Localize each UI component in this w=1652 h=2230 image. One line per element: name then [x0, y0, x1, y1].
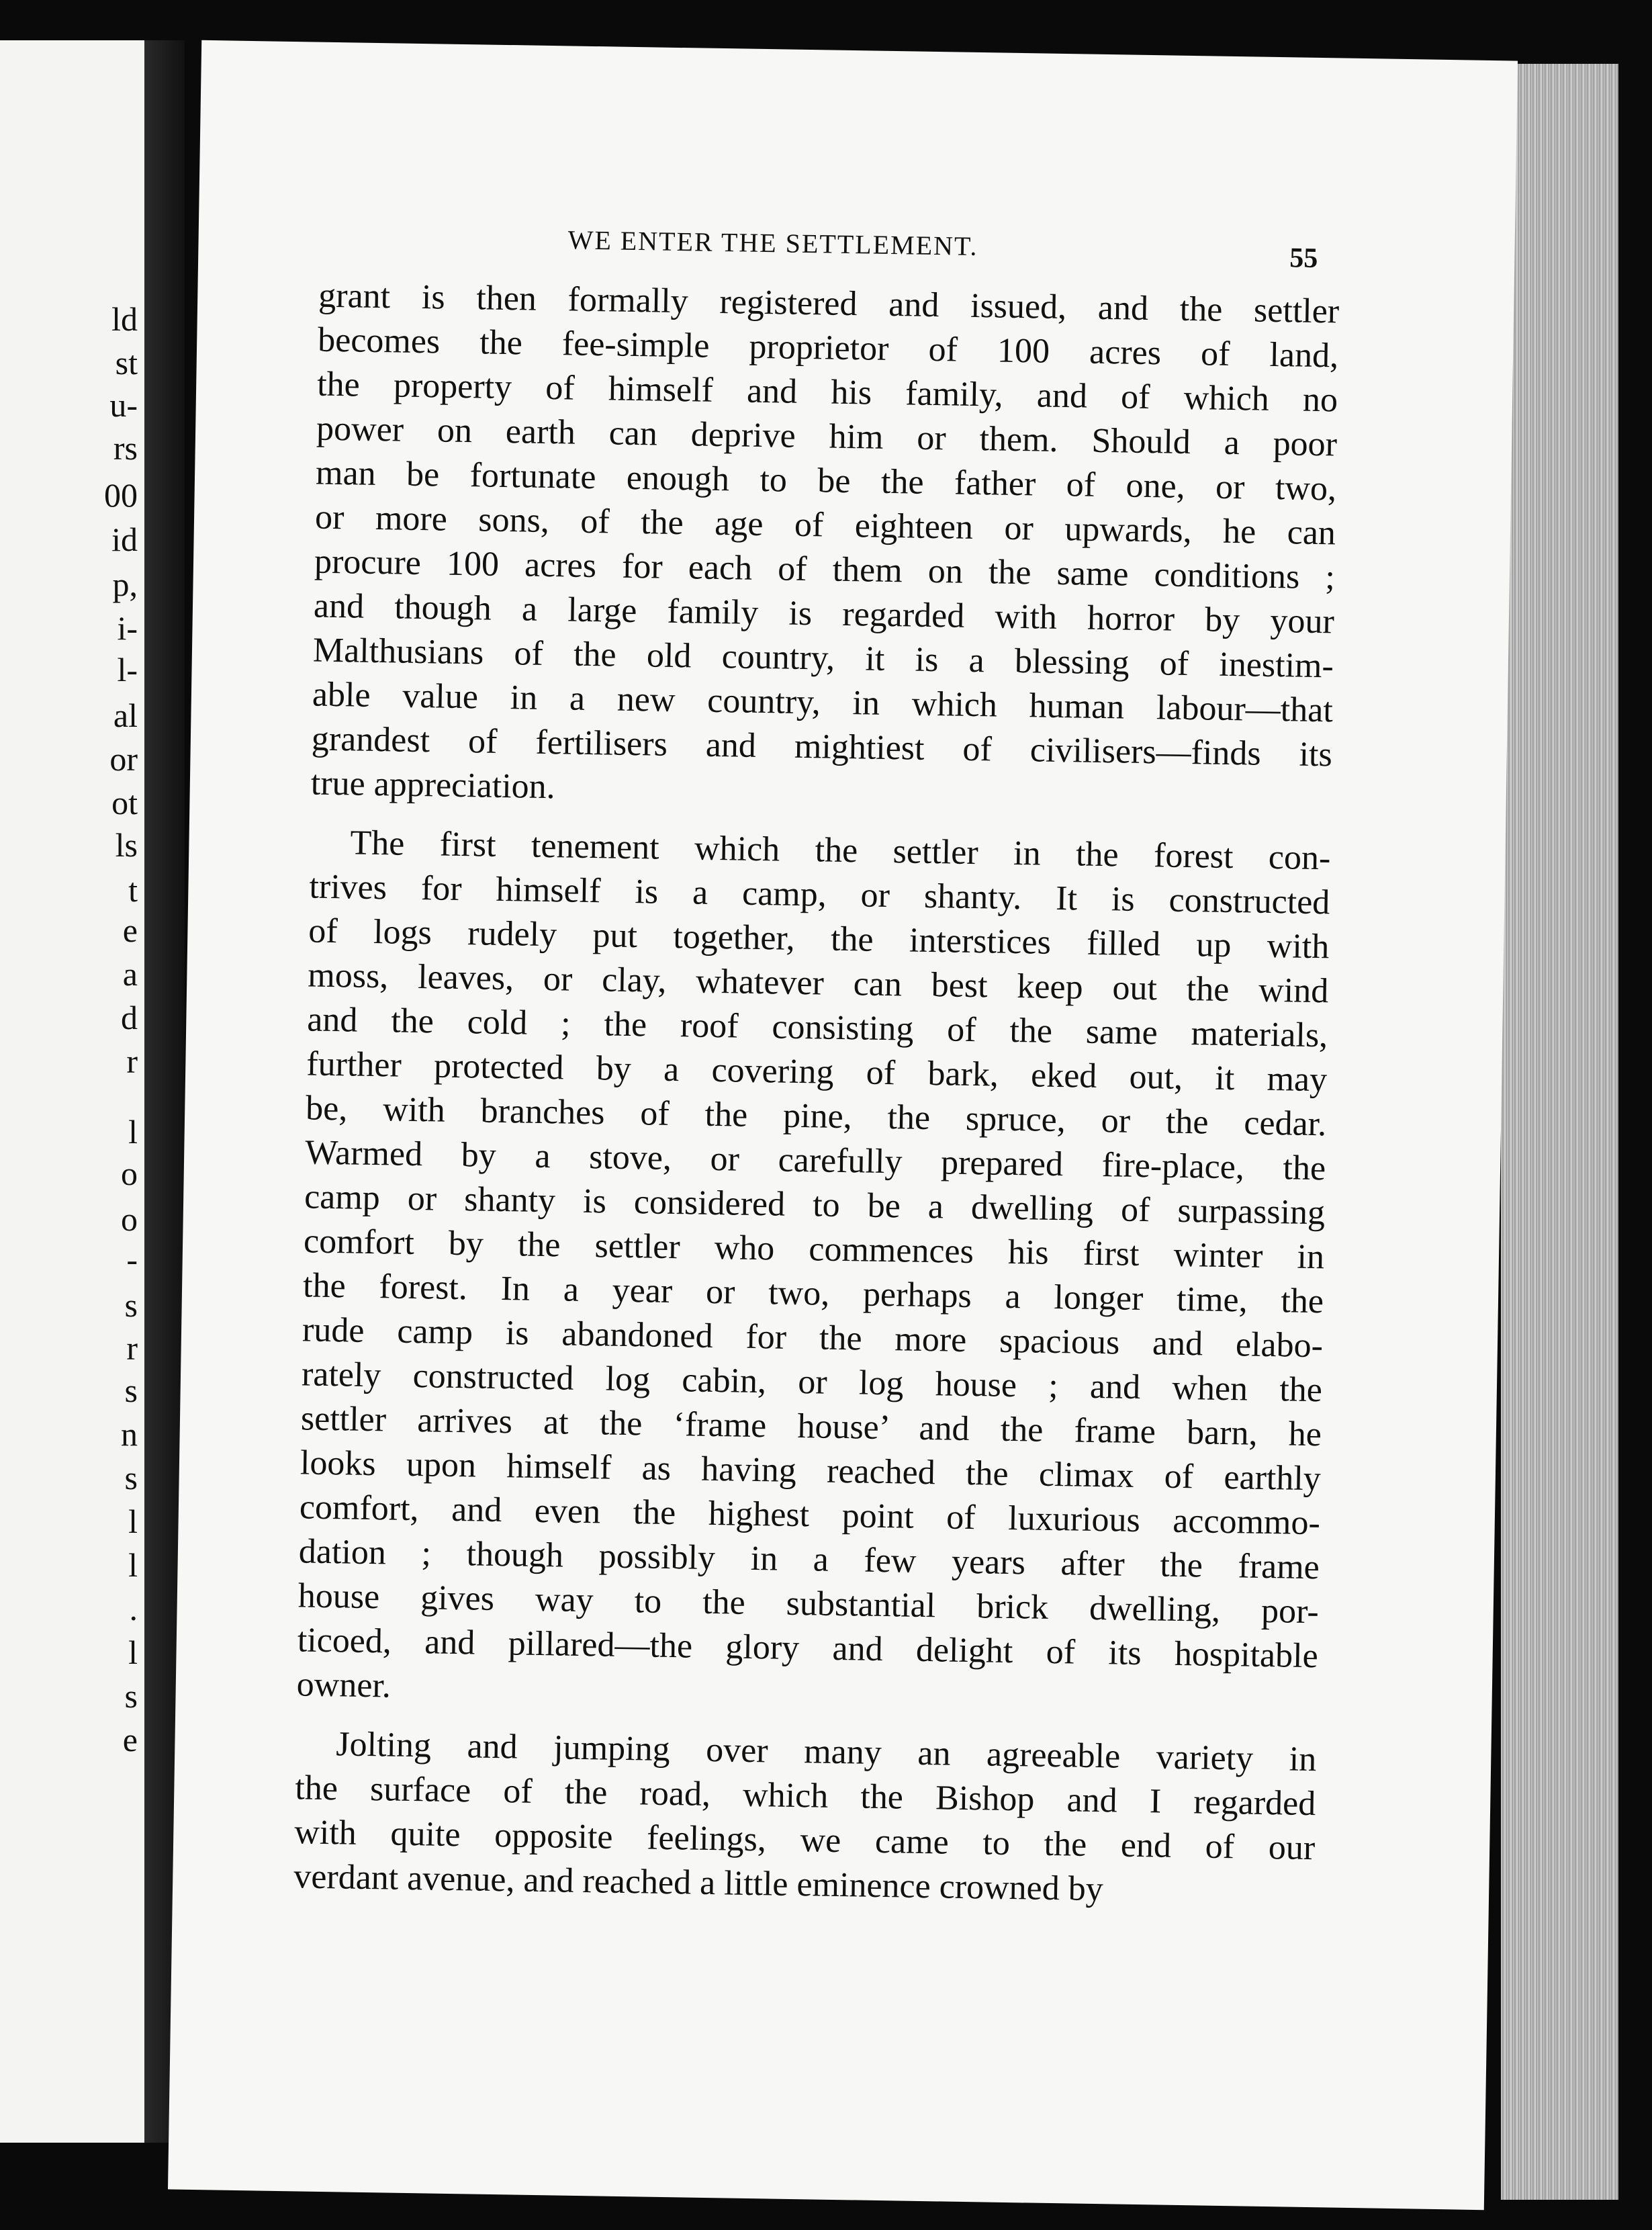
left-page-fragment: ot [111, 784, 138, 821]
text-line: settler arrives at the ‘frame house’ and the frame barn, he [300, 1399, 1322, 1454]
text-line: owner. [296, 1665, 392, 1705]
left-page-fragment: l [128, 1503, 138, 1540]
left-page-fragment: - [126, 1241, 138, 1278]
left-page-fragment: r [126, 1329, 138, 1367]
left-page-fragment: al [113, 697, 138, 734]
text-line: grant is then formally registered and issued, and the settler [318, 276, 1340, 331]
text-line: comfort by the settler who commences his first winter in [303, 1222, 1325, 1277]
page-header [198, 218, 1515, 279]
text-line: rately constructed log cabin, or log house ; and when the [301, 1355, 1323, 1410]
text-line: further protected by a covering of bark, eked out, it may [306, 1044, 1328, 1100]
text-line: the property of himself and his family, and of which no [316, 365, 1338, 420]
left-page-fragment: s [124, 1677, 138, 1715]
left-page-fragment: p, [112, 566, 138, 603]
text-line: rude camp is abandoned for the more spacious and elabo- [302, 1310, 1324, 1366]
left-page-fragment: s [124, 1372, 138, 1409]
text-line: or more sons, of the age of eighteen or upwards, he can [314, 498, 1336, 553]
body-text [293, 274, 1340, 1916]
text-line: procure 100 acres for each of them on the same conditions ; [314, 542, 1336, 597]
text-line: becomes the fee-simple proprietor of 100 acres of land, [317, 320, 1339, 375]
left-page-fragment: . [129, 1590, 138, 1627]
text-line: the forest. In a year or two, perhaps a longer time, the [302, 1266, 1324, 1321]
text-line: grandest of fertilisers and mightiest of civilisers—finds its [311, 719, 1333, 774]
left-page-fragment: i- [117, 609, 138, 647]
left-page-fragment: u- [109, 386, 138, 424]
left-page-fragment: ld [111, 300, 138, 338]
text-line: power on earth can deprive him or them. Should a poor [316, 409, 1338, 464]
left-page-edge [0, 40, 144, 2143]
left-page-fragment: d [121, 999, 138, 1036]
left-page-fragment: st [115, 344, 138, 382]
text-line: moss, leaves, or clay, whatever can best keep out the wind [307, 956, 1329, 1011]
text-line: dation ; though possibly in a few years after the frame [298, 1532, 1320, 1587]
text-line: of logs rudely put together, the interstices filled up with [308, 911, 1330, 967]
running-head: WE ENTER THE SETTLEMENT. [567, 224, 978, 261]
left-page-fragment: r [126, 1042, 138, 1080]
left-page-fragment: t [128, 871, 138, 909]
text-line: Malthusians of the old country, it is a blessing of inestim- [312, 631, 1334, 686]
text-line: looks upon himself as having reached the climax of earthly [300, 1443, 1322, 1499]
text-line: be, with branches of the pine, the spruce, or the cedar. [305, 1089, 1327, 1144]
page-stack-edge [1501, 64, 1618, 2200]
paragraph [296, 820, 1331, 1723]
text-line: with quite opposite feelings, we came to the end of our [293, 1813, 1316, 1868]
left-page-fragment: 00 [104, 476, 138, 514]
left-page-fragment: e [122, 1721, 138, 1758]
left-page-fragment: a [122, 955, 138, 993]
page-number: 55 [1289, 242, 1318, 274]
text-line: comfort, and even the highest point of luxurious accommo- [299, 1488, 1321, 1543]
left-page-fragment: l- [117, 651, 138, 688]
text-line: able value in a new country, in which human labour—that [312, 675, 1334, 730]
left-page-fragment: o [121, 1200, 138, 1238]
left-page-text-fragments [0, 302, 144, 1981]
paragraph [310, 274, 1339, 822]
text-line: Jolting and jumping over many an agreeable variety in [335, 1725, 1317, 1779]
text-line: house gives way to the substantial brick dwelling, por- [297, 1576, 1320, 1632]
paragraph [293, 1722, 1317, 1915]
left-page-fragment: rs [113, 429, 138, 467]
text-line: man be fortunate enough to be the father of one, or two, [315, 453, 1337, 508]
text-line: the surface of the road, which the Bishop and I regarded [294, 1769, 1316, 1824]
left-page-fragment: l [128, 1634, 138, 1671]
text-line: and the cold ; the roof consisting of the same materials, [306, 1000, 1328, 1055]
left-page-fragment: or [109, 740, 138, 778]
left-page-fragment: e [122, 911, 138, 949]
left-page-fragment: o [121, 1155, 138, 1192]
text-line: ticoed, and pillared—the glory and delight of its hospitable [297, 1621, 1319, 1676]
text-line: and though a large family is regarded with horror by your [313, 586, 1335, 641]
left-page-fragment: s [124, 1286, 138, 1324]
text-line: The first tenement which the settler in the forest con- [350, 823, 1331, 878]
text-line: true appreciation. [310, 764, 556, 807]
left-page-fragment: l [128, 1113, 138, 1151]
left-page-fragment: s [124, 1459, 138, 1497]
left-page-fragment: ls [115, 826, 138, 864]
left-page-fragment: l [128, 1546, 138, 1584]
left-page-fragment: id [111, 521, 138, 558]
book-page [168, 40, 1518, 2210]
left-page-fragment: n [121, 1415, 138, 1453]
text-line: camp or shanty is considered to be a dwelling of surpassing [304, 1177, 1326, 1233]
text-line: Warmed by a stove, or carefully prepared fire-place, the [304, 1133, 1326, 1188]
text-line: verdant avenue, and reached a little eminence crowned by [293, 1857, 1104, 1909]
text-line: trives for himself is a camp, or shanty. It is constructed [309, 867, 1330, 922]
